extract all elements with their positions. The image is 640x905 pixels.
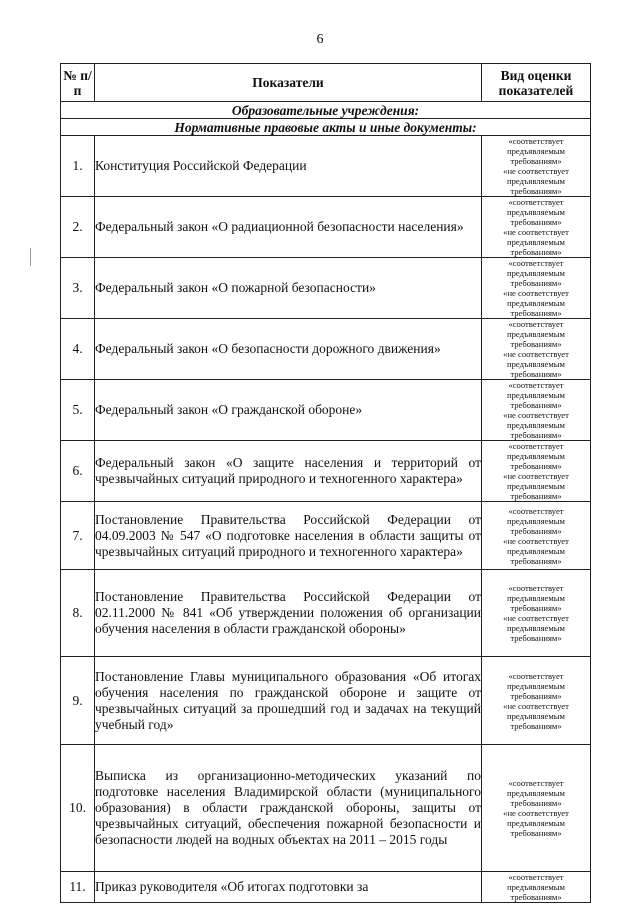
row-number: 2. (61, 197, 95, 258)
section-title-institutions: Образовательные учреждения: (61, 102, 591, 119)
page-number: 6 (316, 32, 324, 47)
row-evaluation (482, 657, 591, 745)
eval-noncompliant: «не соответствует предъявляемым требованиям» (503, 700, 569, 731)
row-evaluation (482, 380, 591, 441)
row-evaluation (482, 136, 591, 197)
eval-compliant: «соответствует предъявляемым требованиям» (506, 583, 566, 613)
row-number: 3. (61, 258, 95, 319)
table-row (61, 745, 591, 872)
table-row (61, 441, 591, 502)
table-row (61, 657, 591, 745)
eval-compliant: «соответствует предъявляемым требованиям» (506, 136, 566, 166)
table-row (61, 380, 591, 441)
eval-noncompliant: «не соответствует предъявляемым требованиям» (503, 808, 569, 838)
eval-noncompliant: «не соответствует предъявляемым требованиям» (503, 471, 569, 501)
row-indicator: Приказ руководителя «Об итогах подготовки за (95, 872, 482, 903)
row-number: 6. (61, 441, 95, 502)
header-num: № п/п (61, 64, 95, 102)
eval-compliant: «соответствует предъявляемым требованиям» (506, 197, 566, 227)
section-row (61, 102, 591, 119)
section-row (61, 119, 591, 136)
row-number: 8. (61, 570, 95, 657)
row-indicator: Конституция Российской Федерации (95, 136, 482, 197)
row-number: 9. (61, 657, 95, 745)
section-title-documents: Нормативные правовые акты и иные документы: (61, 119, 591, 136)
row-number: 7. (61, 502, 95, 570)
row-evaluation (482, 570, 591, 657)
header-indicators: Показатели (95, 64, 482, 102)
row-evaluation (482, 197, 591, 258)
table-row (61, 872, 591, 903)
table-row (61, 136, 591, 197)
row-indicator: Федеральный закон «О гражданской обороне» (95, 380, 482, 441)
row-evaluation (482, 319, 591, 380)
eval-noncompliant: «не соответствует предъявляемым требованиям» (503, 227, 569, 257)
row-indicator: Выписка из организационно-методических указаний по подготовке населения Владимирской области (муниципального образования) в области гражданской обороны, защиты от чрезвычайных ситуаций, обеспечения пожарной безопасности и безопасности людей на водных объектах на 2011 – 2015 годы (95, 745, 482, 872)
row-evaluation (482, 258, 591, 319)
row-indicator: Федеральный закон «О пожарной безопасности» (95, 258, 482, 319)
table-row (61, 258, 591, 319)
eval-compliant: «соответствует предъявляемым требованиям» (506, 670, 566, 701)
row-indicator: Федеральный закон «О защите населения и территорий от чрезвычайных ситуаций природного и техногенного характера» (95, 441, 482, 502)
row-indicator: Федеральный закон «О безопасности дорожного движения» (95, 319, 482, 380)
row-evaluation (482, 745, 591, 872)
eval-noncompliant: «не соответствует предъявляемым требованиям» (503, 166, 569, 196)
row-evaluation (482, 441, 591, 502)
table-row (61, 319, 591, 380)
row-number: 1. (61, 136, 95, 197)
indicators-table (60, 63, 591, 903)
table-header-row (61, 64, 591, 102)
eval-noncompliant: «не соответствует предъявляемым требованиям» (503, 349, 569, 379)
eval-noncompliant: «не соответствует предъявляемым требованиям» (503, 535, 569, 566)
row-number: 4. (61, 319, 95, 380)
scan-artifact-line (30, 248, 31, 266)
eval-compliant: «соответствует предъявляемым требованиям» (506, 872, 566, 902)
row-indicator: Постановление Правительства Российской Федерации от 02.11.2000 № 841 «Об утверждении положения об организации обучения населения в области гражданской обороны» (95, 570, 482, 657)
row-indicator: Федеральный закон «О радиационной безопасности населения» (95, 197, 482, 258)
eval-noncompliant: «не соответствует предъявляемым требованиям» (503, 288, 569, 318)
eval-compliant: «соответствует предъявляемым требованиям» (506, 319, 566, 349)
eval-compliant: «соответствует предъявляемым требованиям» (506, 505, 566, 536)
table-row (61, 502, 591, 570)
eval-noncompliant: «не соответствует предъявляемым требованиям» (503, 613, 569, 643)
table-row (61, 197, 591, 258)
row-number: 11. (61, 872, 95, 903)
row-number: 10. (61, 745, 95, 872)
eval-compliant: «соответствует предъявляемым требованиям» (506, 258, 566, 288)
row-indicator: Постановление Правительства Российской Федерации от 04.09.2003 № 547 «О подготовке населения в области защиты от чрезвычайных ситуаций природного и техногенного характера» (95, 502, 482, 570)
eval-compliant: «соответствует предъявляемым требованиям» (506, 380, 566, 410)
row-evaluation (482, 872, 591, 903)
row-number: 5. (61, 380, 95, 441)
eval-compliant: «соответствует предъявляемым требованиям» (506, 778, 566, 808)
header-evaluation: Вид оценки показателей (482, 64, 591, 102)
table-row (61, 570, 591, 657)
eval-compliant: «соответствует предъявляемым требованиям» (506, 441, 566, 471)
row-indicator: Постановление Главы муниципального образования «Об итогах обучения населения по гражданской обороне и защите от чрезвычайных ситуаций за прошедший год и задачах на текущий учебный год» (95, 657, 482, 745)
row-evaluation (482, 502, 591, 570)
eval-noncompliant: «не соответствует предъявляемым требованиям» (503, 410, 569, 440)
